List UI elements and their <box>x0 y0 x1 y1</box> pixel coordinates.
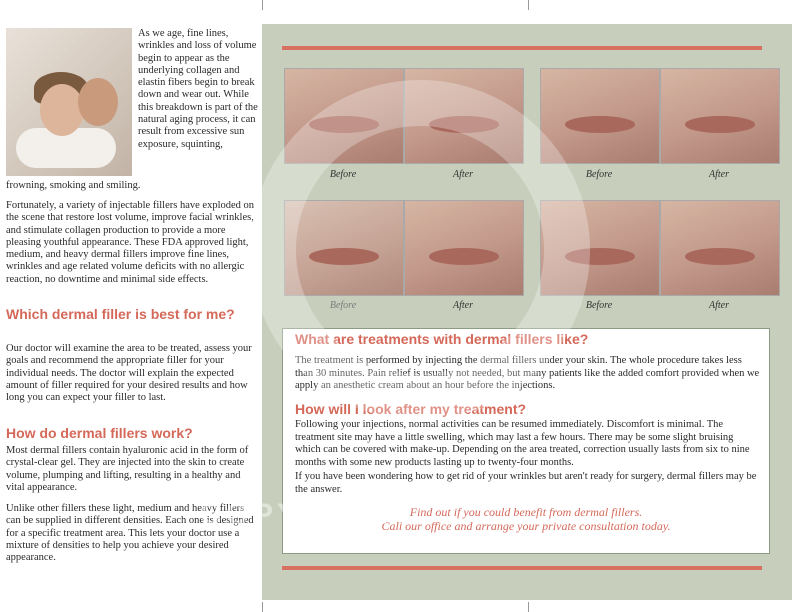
bottom-rule <box>282 566 762 570</box>
before-photo <box>284 200 404 296</box>
intro-text: As we age, fine lines, wrinkles and loss of volume begin to appear as the underlying collagen and elastin fibers begin to break down and wear out. While this breakdown is part of the natural aging process, it can result from excessive sun exposure, squinting, <box>138 28 258 150</box>
how-fillers-work-paragraph: Most dermal fillers contain hyaluronic acid in the form of crystal-clear gel. They are injected into the skin to create volume, plumping and lifting, resulting in a healthy and vital appearance. <box>6 445 249 493</box>
before-photo <box>540 68 660 164</box>
crop-mark <box>262 0 263 10</box>
heading-treatments: What are treatments with dermal fillers like? <box>295 331 589 347</box>
treatments-paragraph: The treatment is performed by injecting the dermal fillers under your skin. The whole procedure takes less than 30 minutes. Pain relief is usually not needed, but many patients like the added comfort provided when we apply an anesthetic cream about an hour before the injections. <box>295 355 760 391</box>
heading-how-fillers-work: How do dermal fillers work? <box>6 425 193 441</box>
photo-caption: Before <box>329 300 357 311</box>
heading-after-treatment: How will I look after my treatment? <box>295 401 527 417</box>
photo-caption: After <box>709 300 729 311</box>
call-to-action-line-2: Call our office and arrange your private consultation today. <box>381 519 671 533</box>
crop-mark <box>528 602 529 612</box>
wrinkles-paragraph: If you have been wondering how to get rid of your wrinkles but aren't ready for surgery, dermal fillers may be the answer. <box>295 471 757 495</box>
which-filler-paragraph: Our doctor will examine the area to be treated, assess your goals and recommend the appropriate filler for your individual needs. The doctor will explain the expected amount of filler required for your desired results and how long you can expect your filler to last. <box>6 343 252 404</box>
crop-mark <box>528 0 529 10</box>
couple-photo <box>6 28 132 176</box>
photo-caption: After <box>453 169 473 180</box>
before-photo <box>284 68 404 164</box>
after-photo <box>660 200 780 296</box>
after-photo <box>404 68 524 164</box>
photo-caption: Before <box>585 169 613 180</box>
before-photo <box>540 200 660 296</box>
intro-continued: frowning, smoking and smiling. <box>6 180 141 191</box>
photo-caption: Before <box>329 169 357 180</box>
top-rule <box>282 46 762 50</box>
after-photo <box>660 68 780 164</box>
copyright-watermark-text: COPYRIGHT <box>200 498 415 531</box>
fillers-intro-paragraph: Fortunately, a variety of injectable fillers have exploded on the scene that restore lost volume, improve facial wrinkles, and stimulate collagen production to provide a more pleasing youthful appearance. These FDA approved light, medium, and heavy dermal fillers improve fine lines, wrinkles and age related volume deficits with no allergic reaction, no downtime and minimal side effects. <box>6 200 255 285</box>
photo-caption: Before <box>585 300 613 311</box>
heading-which-filler: Which dermal filler is best for me? <box>6 306 235 322</box>
photo-caption: After <box>709 169 729 180</box>
call-to-action-line-1: Find out if you could benefit from dermal fillers. <box>409 505 643 519</box>
filler-densities-paragraph: Unlike other fillers these light, medium and heavy fillers can be supplied in different densities. Each one is designed for a specific treatment area. This lets your doctor use a mixture of densities to help you achieve your desired appearance. <box>6 503 254 564</box>
crop-mark <box>262 602 263 612</box>
photo-caption: After <box>453 300 473 311</box>
left-column <box>0 0 262 612</box>
after-photo <box>404 200 524 296</box>
after-treatment-paragraph: Following your injections, normal activities can be resumed immediately. Discomfort is minimal. The treatment site may have a little swelling, which may last a few hours. There may be some slight bruising which can be covered with make-up. Depending on the area treated, correction usually lasts from six to nine months with some new products lasting up to twenty-four months. <box>295 419 750 468</box>
treatment-info-box <box>282 328 770 554</box>
